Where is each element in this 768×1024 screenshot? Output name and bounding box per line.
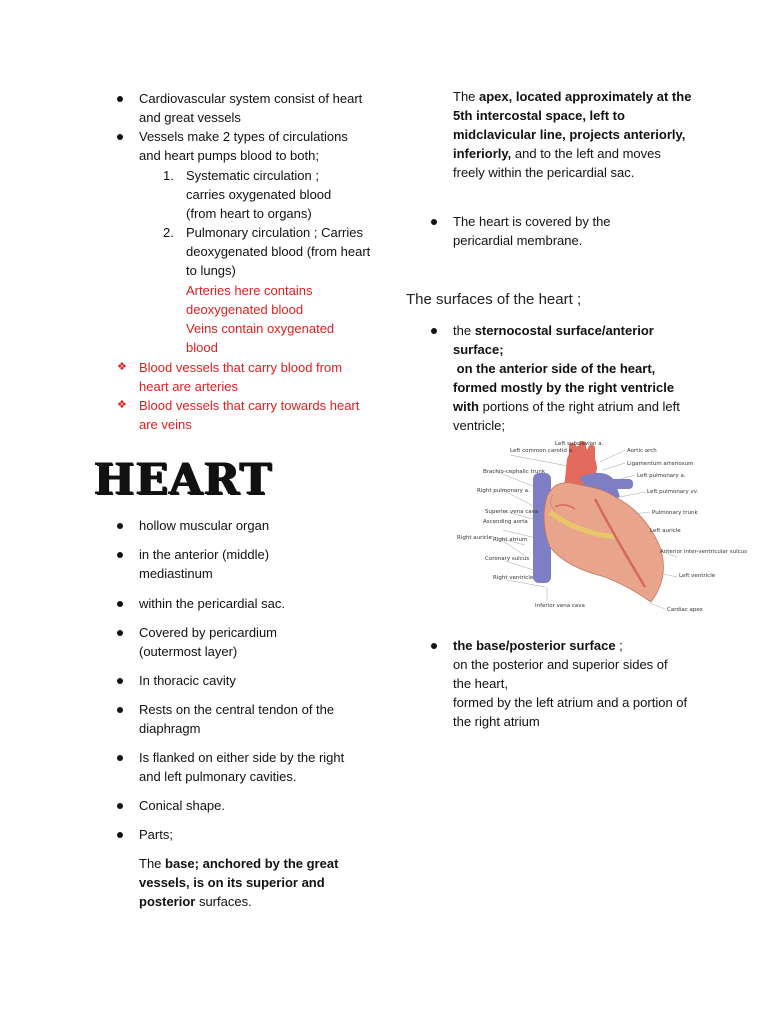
red-note: Arteries here contains deoxygenated blood — [186, 283, 313, 317]
apex-paragraph: The apex, located approximately at the 5th intercostal space, left to midclavicular line, projects anteriorly, inferiorly, and to the left and moves freely within the pericardial sac. — [453, 89, 692, 180]
bullet-icon — [117, 134, 123, 140]
svg-text:Right auricle: Right auricle — [457, 535, 492, 541]
bullet-icon — [117, 523, 123, 529]
fact-text: in the anterior (middle) mediastinum — [139, 547, 270, 581]
diamond-bullet-icon: ❖ — [117, 361, 127, 373]
svg-text:Superior vena cava: Superior vena cava — [485, 509, 539, 515]
svg-text:Left pulmonary a.: Left pulmonary a. — [637, 473, 686, 479]
svg-text:Left auricle: Left auricle — [650, 528, 681, 534]
section-heading: The surfaces of the heart ; — [406, 291, 582, 308]
svg-text:Ascending aorta: Ascending aorta — [483, 519, 528, 525]
svg-text:Left common carotid a.: Left common carotid a. — [510, 448, 574, 454]
page-title: HEART — [94, 455, 273, 505]
svg-text:Right ventricle: Right ventricle — [493, 575, 534, 581]
heart-shape — [544, 483, 663, 602]
fact-text: Rests on the central tendon of the diaphragm — [139, 702, 335, 736]
bullet-icon — [431, 219, 437, 225]
svg-text:Anterior inter-ventricular sul: Anterior inter-ventricular sulcus — [660, 549, 747, 555]
sternocostal-paragraph: the sternocostal surface/anterior surface; on the anterior side of the heart, formed mostly by the right ventricle with portions of the right atrium and left ventricle; — [453, 323, 680, 433]
bullet-icon — [117, 707, 123, 713]
fact-text: hollow muscular organ — [139, 518, 270, 533]
bullet-icon — [117, 755, 123, 761]
covered-text: The heart is covered by the pericardial membrane. — [453, 214, 611, 248]
fact-text: In thoracic cavity — [139, 673, 236, 688]
bullet-text: Vessels make 2 types of circulations and heart pumps blood to both; — [139, 129, 348, 163]
svg-text:Aortic arch: Aortic arch — [627, 448, 657, 454]
bullet-icon — [117, 552, 123, 558]
svg-text:Right atrium: Right atrium — [493, 537, 528, 543]
svg-text:Cardiac apex: Cardiac apex — [667, 607, 703, 613]
diamond-text: Blood vessels that carry towards heart are veins — [139, 398, 360, 432]
list-number: 1. — [163, 168, 174, 183]
fact-text: within the pericardial sac. — [139, 596, 285, 611]
circulation-text: Pulmonary circulation ; Carries deoxygenated blood (from heart to lungs) — [186, 225, 371, 278]
bullet-icon — [117, 601, 123, 607]
base-surface-paragraph: the base/posterior surface ; on the posterior and superior sides of the heart, formed by the left atrium and a portion of the right atrium — [453, 638, 688, 729]
red-note: Veins contain oxygenated blood — [186, 321, 335, 355]
bullet-icon — [431, 643, 437, 649]
bullet-icon — [117, 630, 123, 636]
diamond-bullet-icon: ❖ — [117, 399, 127, 411]
fact-text: Parts; — [139, 827, 173, 842]
fact-text: Covered by pericardium (outermost layer) — [139, 625, 278, 659]
svg-text:Left pulmonary vv.: Left pulmonary vv. — [647, 489, 699, 495]
diamond-text: Blood vessels that carry blood from heart are arteries — [139, 360, 343, 394]
bullet-icon — [117, 678, 123, 684]
bullet-text: Cardiovascular system consist of heart and great vessels — [139, 91, 363, 125]
svg-text:Right pulmonary a.: Right pulmonary a. — [477, 488, 530, 494]
fact-text: Is flanked on either side by the right and left pulmonary cavities. — [139, 750, 345, 784]
bullet-icon — [117, 832, 123, 838]
svg-text:Pulmonary trunk: Pulmonary trunk — [652, 510, 698, 516]
svg-text:Coronary sulcus: Coronary sulcus — [485, 556, 530, 562]
bullet-icon — [117, 803, 123, 809]
bullet-icon — [117, 96, 123, 102]
svg-text:Left ventricle: Left ventricle — [679, 573, 716, 579]
circulation-text: Systematic circulation ; carries oxygenated blood (from heart to organs) — [186, 168, 332, 221]
bullet-icon — [431, 328, 437, 334]
base-paragraph: The base; anchored by the great vessels, is on its superior and posterior surfaces. — [139, 856, 339, 909]
list-number: 2. — [163, 225, 174, 240]
svg-text:Ligamentum arteriosum: Ligamentum arteriosum — [627, 461, 694, 467]
svg-text:Inferior vena cava: Inferior vena cava — [535, 603, 585, 609]
fact-text: Conical shape. — [139, 798, 225, 813]
svg-text:Left subclavian a.: Left subclavian a. — [555, 441, 604, 447]
heart-anatomy-figure — [455, 437, 747, 617]
svg-text:Brachio-cephalic trunk: Brachio-cephalic trunk — [483, 469, 546, 475]
